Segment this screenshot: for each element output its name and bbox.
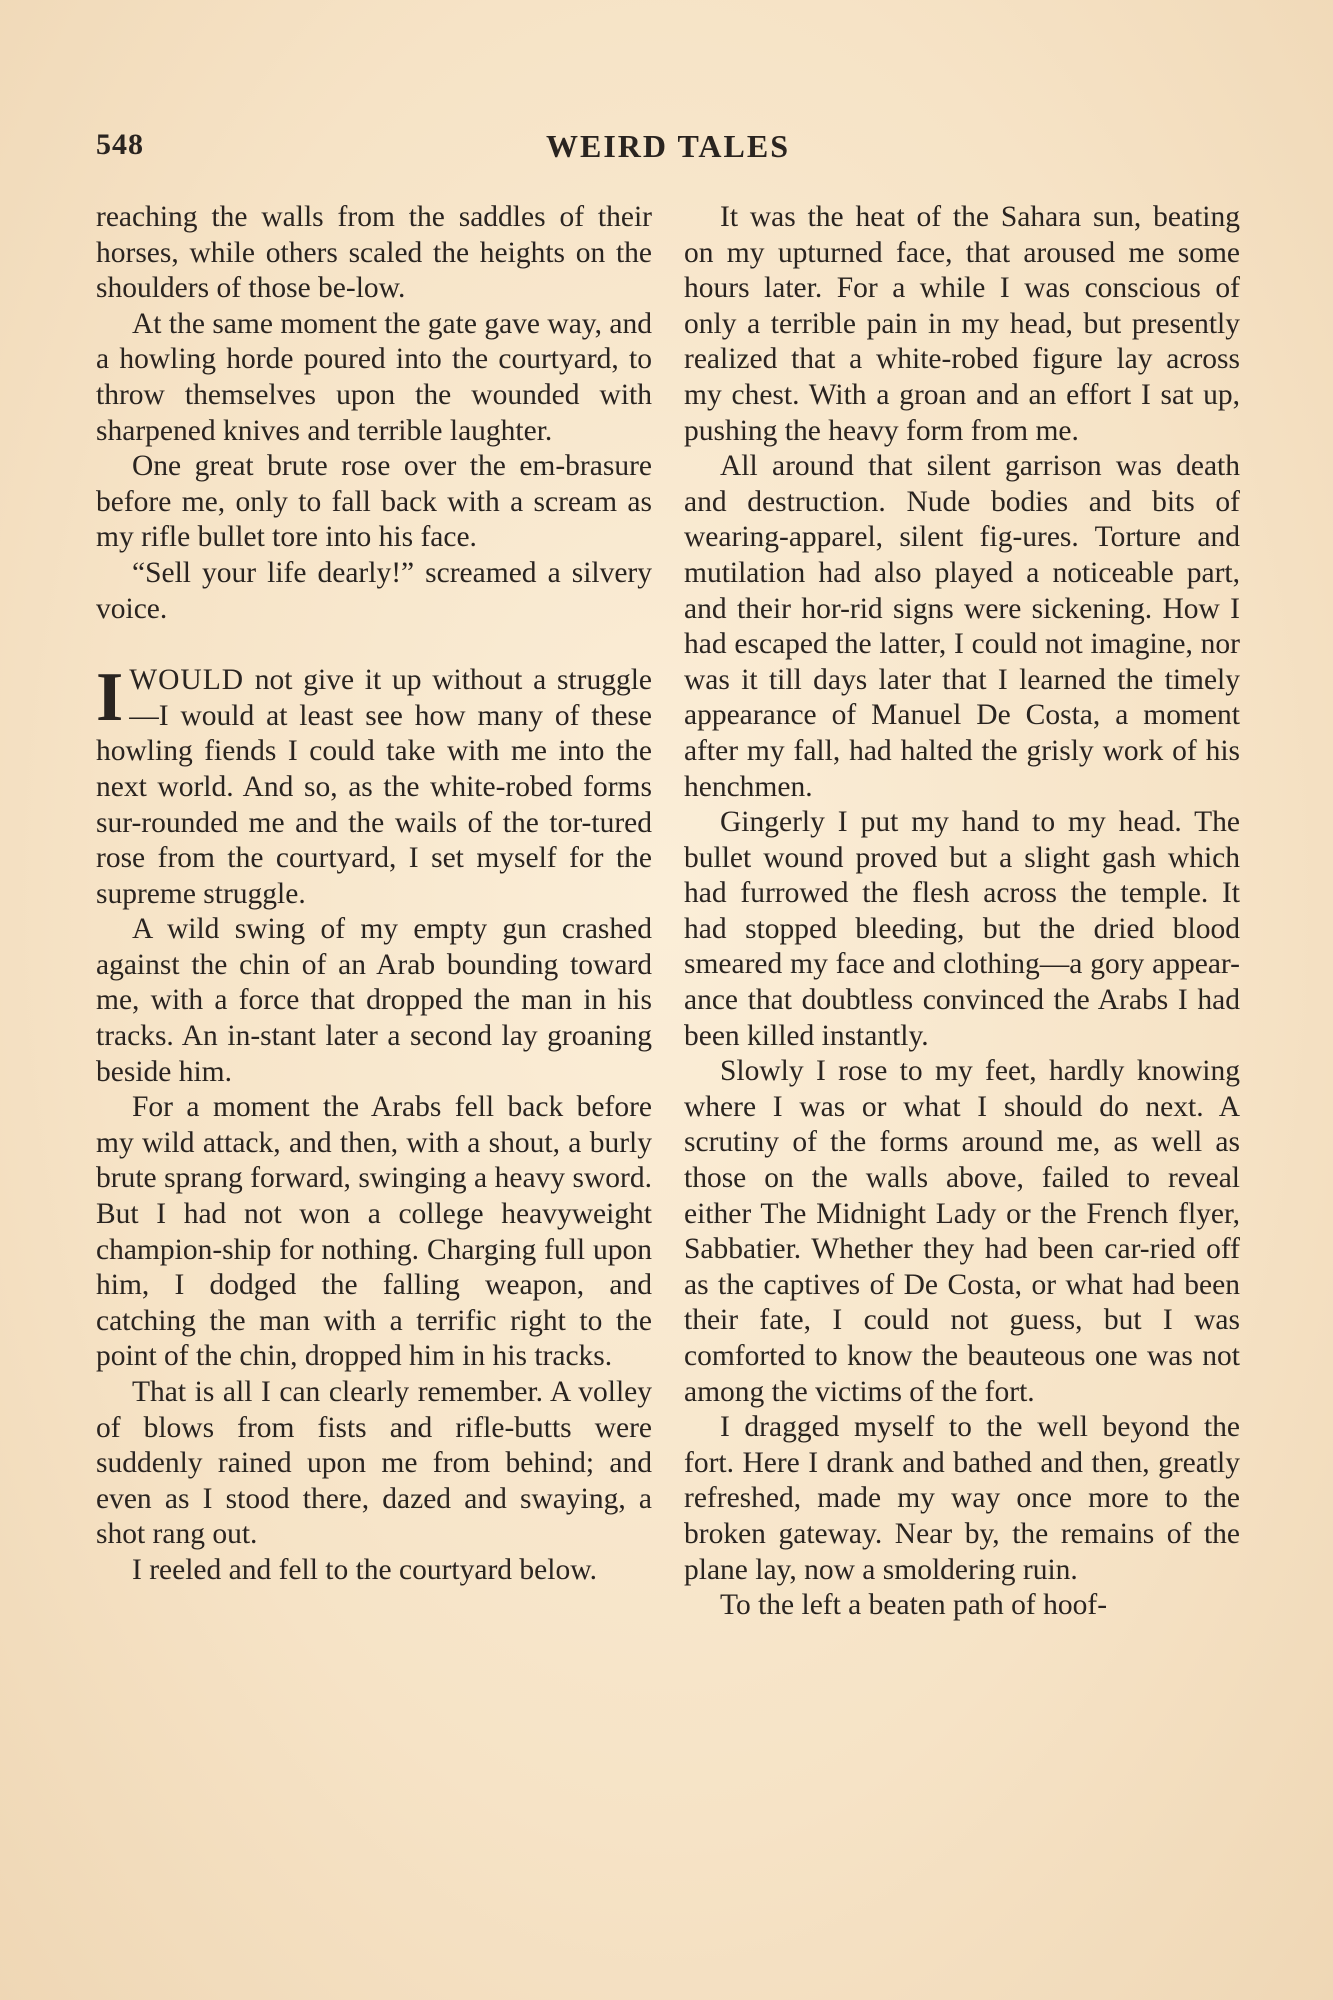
drop-cap: I <box>96 659 124 737</box>
paragraph: It was the heat of the Sahara sun, beating on my upturned face, that aroused me some hours later. For a while I was conscious of only a terrible pain in my head, but presently realized that a white-robed figure lay across my chest. With a groan and an effort I sat up, pushing the heavy form from me. <box>684 201 1240 447</box>
paragraph: I dragged myself to the well beyond the fort. Here I drank and bathed and then, greatly refreshed, made my way once more to the broken gateway. Near by, the remains of the plane lay, now a smoldering ruin. <box>684 1411 1240 1586</box>
running-title: WEIRD TALES <box>546 128 790 164</box>
paragraph: I reeled and fell to the courtyard below. <box>132 1553 597 1586</box>
paragraph: Slowly I rose to my feet, hardly knowing where I was or what I should do next. A scrutiny of the forms around me, as well as those on the walls above, failed to reveal either The Midnight Lady or the French flyer, Sabbatier. Whether they had been car-ried off as the captives of De Costa, or what had been their fate, I could not guess, but I was comforted to know the beauteous one was not among the victims of the fort. <box>684 1055 1240 1408</box>
right-column <box>684 200 1240 1624</box>
page-header <box>96 128 1240 172</box>
paragraph: A wild swing of my empty gun crashed against the chin of an Arab bounding toward me, with a force that dropped the man in his tracks. An in-stant later a second lay groaning beside him. <box>96 913 652 1088</box>
small-caps-lead: WOULD <box>129 664 245 697</box>
paragraph: For a moment the Arabs fell back before my wild attack, and then, with a shout, a burly brute sprang forward, swinging a heavy sword. But I had not won a college heavyweight champion-ship for nothing. Charging full upon him, I dodged the falling weapon, and catching the man with a terrific right to the point of the chin, dropped him in his tracks. <box>96 1091 652 1373</box>
paragraph: That is all I can clearly remember. A volley of blows from fists and rifle-butts were suddenly rained upon me from behind; and even as I stood there, dazed and swaying, a shot rang out. <box>96 1376 652 1551</box>
page-number: 548 <box>96 128 144 161</box>
paragraph: One great brute rose over the em-brasure before me, only to fall back with a scream as my rifle bullet tore into his face. <box>96 450 652 554</box>
paragraph: All around that silent garrison was death and destruction. Nude bodies and bits of wearing-apparel, silent fig-ures. Torture and mutilation had also played a noticeable part, and their hor-rid signs were sickening. How I had escaped the latter, I could not imagine, nor was it till days later that I learned the timely appearance of Manuel De Costa, a moment after my fall, had halted the grisly work of his henchmen. <box>684 450 1240 803</box>
section-opening-paragraph <box>96 659 652 912</box>
paragraph: Gingerly I put my hand to my head. The bullet wound proved but a slight gash which had furrowed the flesh across the temple. It had stopped bleeding, but the dried blood smeared my face and clothing—a gory appear-ance that doubtless convinced the Arabs I had been killed instantly. <box>684 806 1240 1052</box>
paragraph: reaching the walls from the saddles of their horses, while others scaled the heights on the shoulders of those be-low. <box>96 201 652 305</box>
paragraph-text: not give it up without a struggle—I would at least see how many of these howling fiends I could take with me into the next world. And so, as the white-robed forms sur-rounded me and the wails of the tor-tured rose from the courtyard, I set myself for the supreme struggle. <box>96 664 652 910</box>
paragraph: At the same moment the gate gave way, and a howling horde poured into the courtyard, to throw themselves upon the wounded with sharpened knives and terrible laughter. <box>96 307 652 447</box>
paragraph: “Sell your life dearly!” screamed a silvery voice. <box>96 556 652 625</box>
left-column <box>96 200 652 1589</box>
paragraph: To the left a beaten path of hoof- <box>720 1589 1108 1622</box>
